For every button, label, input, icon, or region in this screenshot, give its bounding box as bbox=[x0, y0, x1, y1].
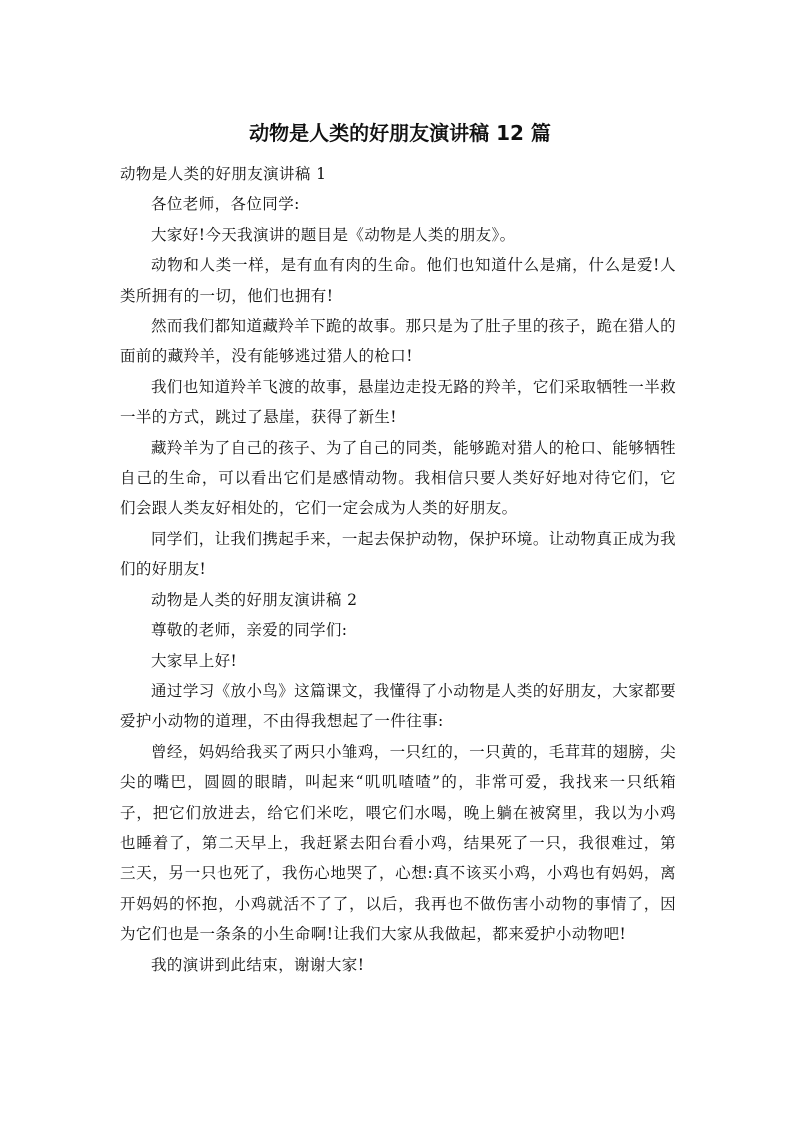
paragraph: 通过学习《放小鸟》这篇课文，我懂得了小动物是人类的好朋友，大家都要爱护小动物的道理，不由得我想起了一件往事: bbox=[120, 681, 676, 731]
paragraph: 同学们，让我们携起手来，一起去保护动物，保护环境。让动物真正成为我们的好朋友! bbox=[120, 529, 676, 579]
document-body bbox=[120, 159, 676, 980]
paragraph: 我的演讲到此结束，谢谢大家! bbox=[151, 955, 365, 974]
paragraph: 动物和人类一样，是有血有肉的生命。他们也知道什么是痛，什么是爱!人类所拥有的一切，他们也拥有! bbox=[120, 256, 676, 305]
paragraph: 大家早上好! bbox=[151, 651, 238, 670]
paragraph: 大家好!今天我演讲的题目是《动物是人类的朋友》。 bbox=[151, 225, 516, 244]
speech-1-heading: 动物是人类的好朋友演讲稿 1 bbox=[120, 165, 327, 183]
paragraph: 曾经，妈妈给我买了两只小雏鸡，一只红的，一只黄的，毛茸茸的翅膀，尖尖的嘴巴，圆圆的眼睛，叫起来“叽叽喳喳”的，非常可爱，我找来一只纸箱子，把它们放进去，给它们米吃，喂它们水喝，晚上躺在被窝里，我以为小鸡也睡着了，第二天早上，我赶紧去阳台看小鸡，结果死了一只，我很难过，第三天，另一只也死了，我伤心地哭了，心想:真不该买小鸡，小鸡也有妈妈，离开妈妈的怀抱，小鸡就活不了了，以后，我再也不做伤害小动物的事情了，因为它们也是一条条的小生命啊!让我们大家从我做起，都来爱护小动物吧! bbox=[120, 742, 676, 944]
paragraph: 我们也知道羚羊飞渡的故事，悬崖边走投无路的羚羊，它们采取牺牲一半救一半的方式，跳过了悬崖，获得了新生! bbox=[120, 377, 676, 427]
paragraph: 尊敬的老师，亲爱的同学们: bbox=[151, 621, 348, 640]
paragraph: 藏羚羊为了自己的孩子、为了自己的同类，能够跪对猎人的枪口、能够牺牲自己的生命，可以看出它们是感情动物。我相信只要人类好好地对待它们，它们会跟人类友好相处的，它们一定会成为人类的好朋友。 bbox=[120, 438, 676, 518]
document-title: 动物是人类的好朋友演讲稿 12 篇 bbox=[249, 121, 551, 145]
paragraph: 各位老师，各位同学: bbox=[151, 195, 300, 214]
speech-2-heading: 动物是人类的好朋友演讲稿 2 bbox=[151, 590, 358, 609]
paragraph: 然而我们都知道藏羚羊下跪的故事。那只是为了肚子里的孩子，跪在猎人的面前的藏羚羊，没有能够逃过猎人的枪口! bbox=[120, 317, 676, 366]
